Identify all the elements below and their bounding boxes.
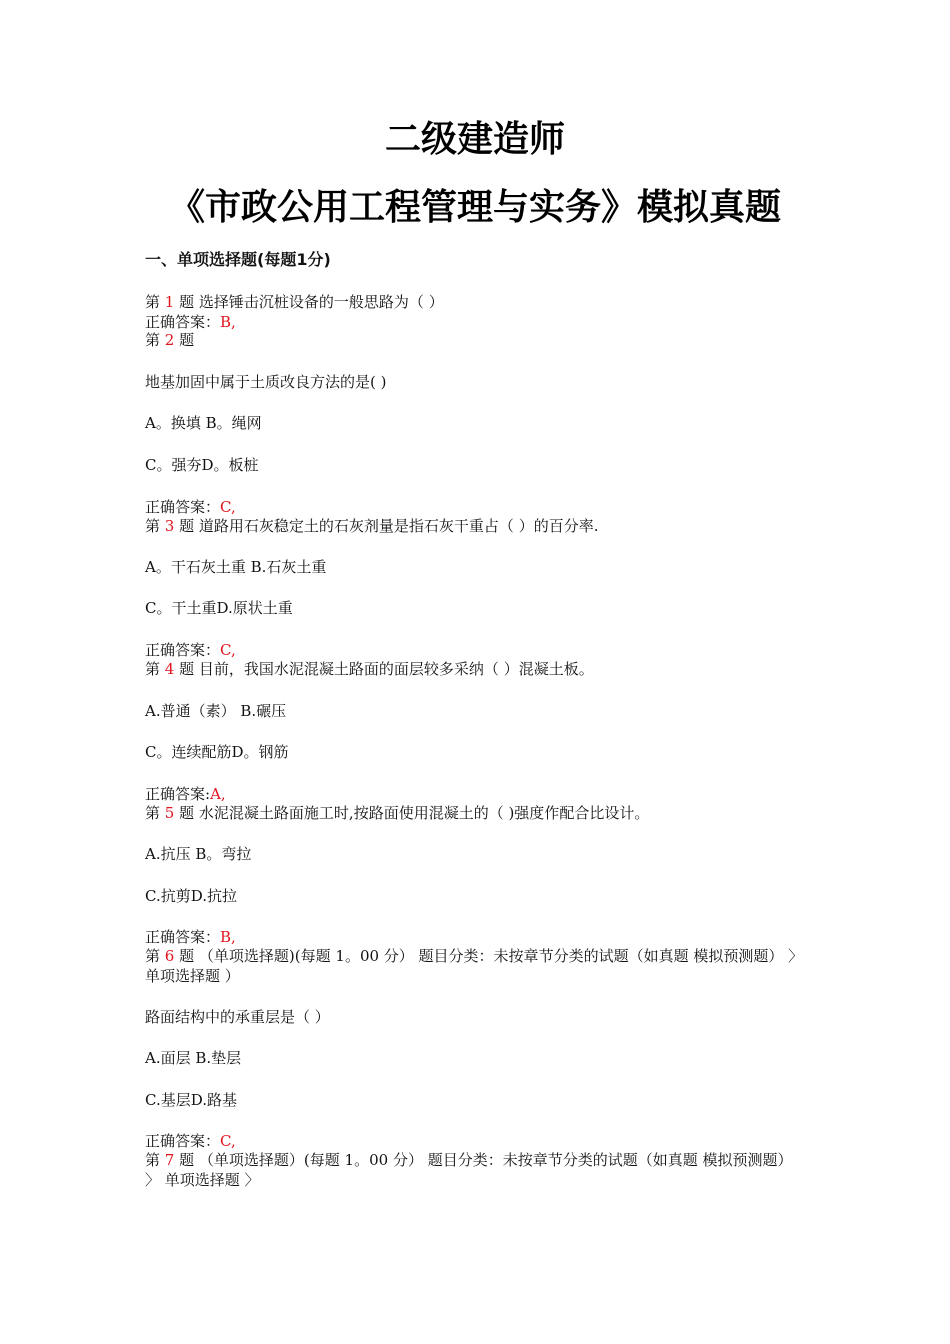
- question-number: 6: [164, 947, 175, 965]
- answer-value: C,: [220, 498, 236, 516]
- question-number: 2: [164, 331, 175, 349]
- section-heading: 一、单项选择题(每题1分): [145, 250, 331, 269]
- question-5-options-ab: A.抗压 B。弯拉: [145, 845, 252, 863]
- question-6-options-ab: A.面层 B.垫层: [145, 1049, 242, 1067]
- answer-value: C,: [220, 1132, 236, 1150]
- question-3-options-cd: C。干土重D.原状土重: [145, 599, 293, 617]
- answer-value: A,: [210, 785, 226, 803]
- question-3-options-ab: A。干石灰土重 B.石灰土重: [145, 558, 327, 576]
- answer-2: 正确答案：C,: [145, 498, 236, 516]
- question-number: 7: [164, 1151, 175, 1169]
- question-number: 1: [164, 293, 175, 311]
- question-5-options-cd: C.抗剪D.抗拉: [145, 887, 237, 905]
- question-2-options-ab: A。换填 B。绳网: [145, 414, 262, 432]
- question-6-header: 第 6 题 （单项选择题)(每题 1。00 分） 题目分类：未按章节分类的试题（如真题 模拟预测题） 〉 单项选择题 ）: [145, 947, 804, 985]
- question-1-header: 第 1 题 选择锤击沉桩设备的一般思路为（ ）: [145, 293, 444, 311]
- answer-value: B,: [220, 313, 236, 331]
- question-4-options-cd: C。连续配筋D。钢筋: [145, 743, 289, 761]
- question-stem: （单项选择题)(每题 1。00 分） 题目分类：未按章节分类的试题（如真题 模拟预测题） 〉 单项选择题 ）: [145, 947, 804, 985]
- question-stem: 选择锤击沉桩设备的一般思路为（ ）: [198, 293, 444, 311]
- question-2-text: 地基加固中属于土质改良方法的是( ): [145, 373, 387, 391]
- answer-6: 正确答案：C,: [145, 1132, 236, 1150]
- answer-4: 正确答案:A,: [145, 785, 226, 803]
- question-6-text: 路面结构中的承重层是（ ）: [145, 1008, 330, 1026]
- question-number: 4: [164, 660, 175, 678]
- question-number: 5: [164, 804, 175, 822]
- question-6-options-cd: C.基层D.路基: [145, 1091, 237, 1109]
- question-3-header: 第 3 题 道路用石灰稳定土的石灰剂量是指石灰干重占（ ）的百分率.: [145, 517, 599, 535]
- question-number: 3: [164, 517, 175, 535]
- question-stem: 目前，我国水泥混凝土路面的面层较多采纳（ ）混凝土板。: [198, 660, 594, 678]
- answer-1: 正确答案：B,: [145, 313, 236, 331]
- question-stem: 水泥混凝土路面施工时,按路面使用混凝土的（ )强度作配合比设计。: [198, 804, 650, 822]
- answer-value: B,: [220, 928, 236, 946]
- question-2-options-cd: C。强夯D。板桩: [145, 456, 259, 474]
- question-stem: 道路用石灰稳定土的石灰剂量是指石灰干重占（ ）的百分率.: [198, 517, 599, 535]
- answer-value: C,: [220, 641, 236, 659]
- answer-5: 正确答案：B,: [145, 928, 236, 946]
- answer-3: 正确答案：C,: [145, 641, 236, 659]
- question-stem: （单项选择题）(每题 1。00 分） 题目分类：未按章节分类的试题（如真题 模拟预测题） 〉 单项选择题 〉: [145, 1151, 793, 1189]
- document-subtitle: 《市政公用工程管理与实务》模拟真题: [168, 187, 781, 228]
- question-7-header: 第 7 题 （单项选择题）(每题 1。00 分） 题目分类：未按章节分类的试题（如真题 模拟预测题） 〉 单项选择题 〉: [145, 1151, 793, 1189]
- question-5-header: 第 5 题 水泥混凝土路面施工时,按路面使用混凝土的（ )强度作配合比设计。: [145, 804, 650, 822]
- question-4-options-ab: A.普通（素） B.碾压: [145, 702, 287, 720]
- question-2-header: 第 2 题: [145, 331, 195, 349]
- question-4-header: 第 4 题 目前，我国水泥混凝土路面的面层较多采纳（ ）混凝土板。: [145, 660, 594, 678]
- document-title: 二级建造师: [384, 119, 565, 160]
